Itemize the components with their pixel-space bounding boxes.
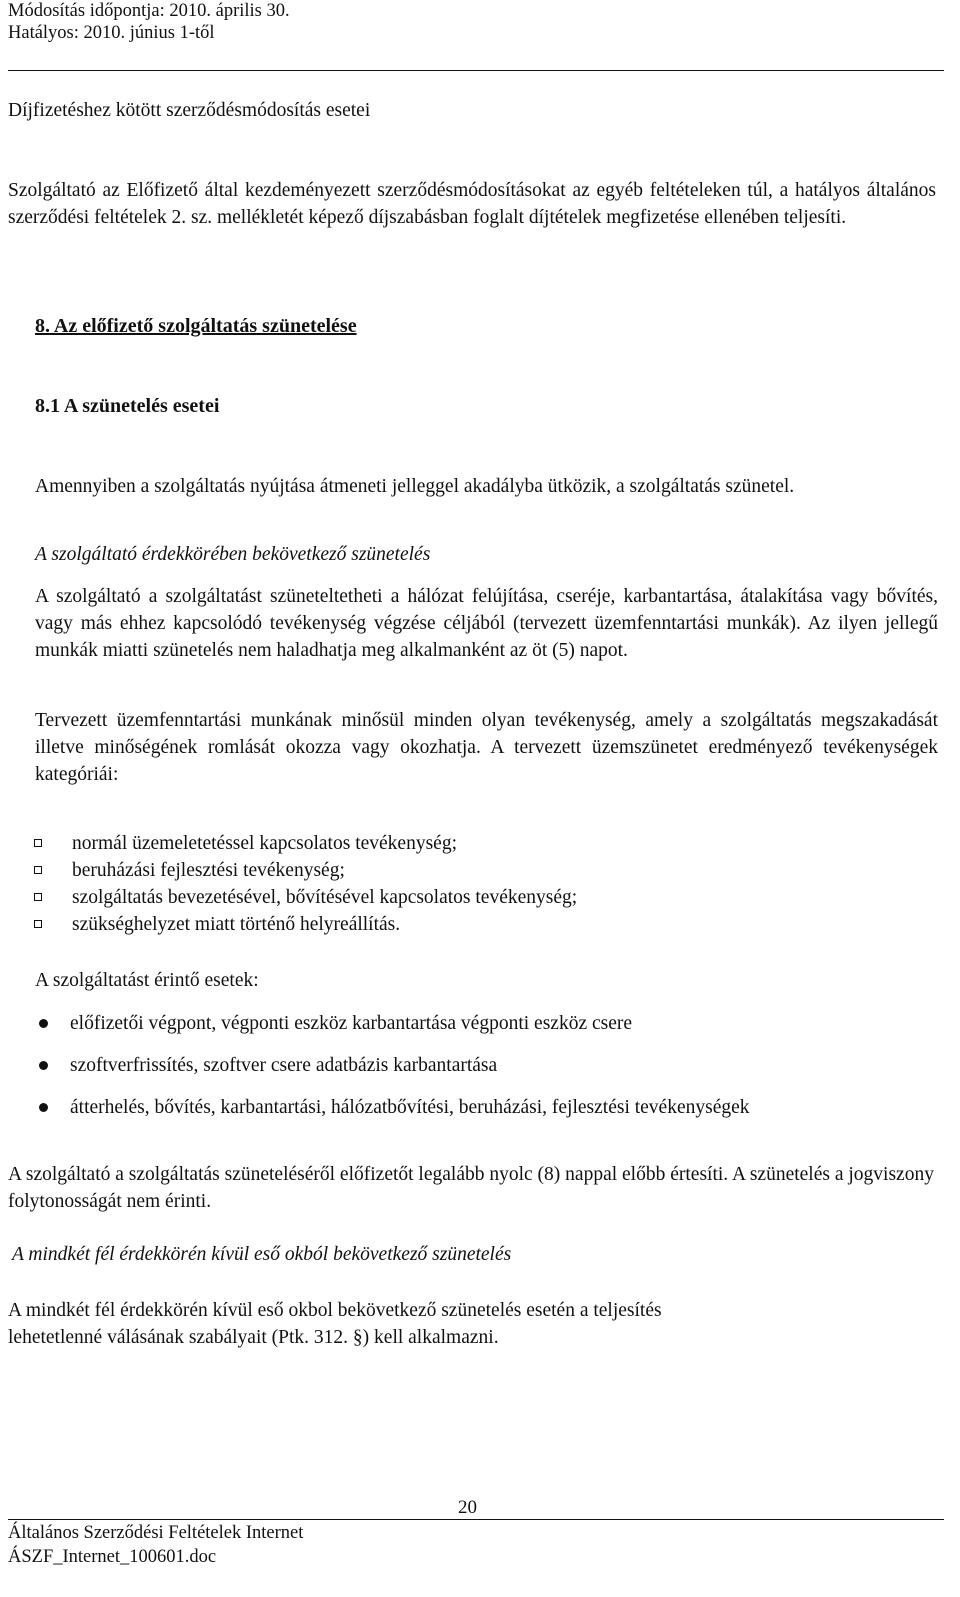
checkbox-bullet-icon <box>34 920 42 928</box>
list-item: szoftverfrissítés, szoftver csere adatbázis karbantartása <box>8 1052 938 1079</box>
list-item: szükséghelyzet miatt történő helyreállítás. <box>0 911 930 938</box>
notice-paragraph: A szolgáltató a szolgáltatás szüneteléséről előfizetőt legalább nyolc (8) nappal előbb értesíti. A szünetelés a jogviszony folytonosságát nem érinti. <box>8 1164 934 1212</box>
page-number: 20 <box>458 1497 477 1518</box>
list-item: beruházási fejlesztési tevékenység; <box>0 857 930 884</box>
checkbox-bullet-icon <box>34 893 42 901</box>
header-rule <box>8 70 944 71</box>
provider-paragraph-1: A szolgáltató a szolgáltatást szüneteltetheti a hálózat felújítása, cseréje, karbantartása, átalakítása vagy bővítés, vagy más ehhez kapcsolódó tevékenység végzése céljából (tervezett üzemfenntartási munkák). Az ilyen jellegű munkák miatti szünetelés nem haladhatja meg alkalmanként az öt (5) napot. <box>35 586 938 661</box>
category-list <box>0 830 930 938</box>
external-paragraph: A mindkét fél érdekkörén kívül eső okbol bekövetkező szünetelés esetén a teljesítés lehetetlenné válásának szabályait (Ptk. 312. §) kell alkalmazni. <box>8 1300 662 1348</box>
fee-section-title: Díjfizetéshez kötött szerződésmódosítás esetei <box>8 100 371 121</box>
fee-section-paragraph: Szolgáltató az Előfizető által kezdeményezett szerződésmódosításokat az egyéb feltételeken túl, a hatályos általános szerződési feltételek 2. sz. mellékletét képező díjszabásban foglalt díjtételek megfizetése ellenében teljesíti. <box>8 180 936 228</box>
provider-paragraph-2: Tervezett üzemfenntartási munkának minősül minden olyan tevékenység, amely a szolgáltatás megszakadását illetve minőségének romlását okozza vagy okozhatja. A tervezett üzemszünetet eredményező tevékenységek kategóriái: <box>35 710 938 785</box>
interruption-intro: Amennyiben a szolgáltatás nyújtása átmeneti jelleggel akadályba ütközik, a szolgáltatás szünetel. <box>35 476 795 497</box>
bullet-dot-icon <box>39 1019 48 1028</box>
provider-interruption-heading: A szolgáltató érdekkörében bekövetkező szünetelés <box>35 544 431 565</box>
section-8-1-heading: 8.1 A szünetelés esetei <box>35 395 220 417</box>
affected-cases-list <box>8 1010 938 1121</box>
external-interruption-heading: A mindkét fél érdekkörén kívül eső okból bekövetkező szünetelés <box>12 1244 512 1265</box>
list-item: normál üzemeletetéssel kapcsolatos tevékenység; <box>0 830 930 857</box>
footer-doc-title: Általános Szerződési Feltételek Internet <box>8 1523 304 1543</box>
bullet-dot-icon <box>39 1103 48 1112</box>
section-8-heading: 8. Az előfizető szolgáltatás szünetelése <box>35 315 357 337</box>
footer-rule <box>8 1519 944 1520</box>
list-item: előfizetői végpont, végponti eszköz karbantartása végponti eszköz csere <box>8 1010 938 1037</box>
footer-file-name: ÁSZF_Internet_100601.doc <box>8 1547 217 1567</box>
modified-date: Módosítás időpontja: 2010. április 30. <box>8 1 290 21</box>
checkbox-bullet-icon <box>34 866 42 874</box>
list-item: szolgáltatás bevezetésével, bővítésével kapcsolatos tevékenység; <box>0 884 930 911</box>
checkbox-bullet-icon <box>34 839 42 847</box>
effective-date: Hatályos: 2010. június 1-től <box>8 23 215 43</box>
affected-cases-label: A szolgáltatást érintő esetek: <box>35 970 259 991</box>
bullet-dot-icon <box>39 1061 48 1070</box>
list-item: átterhelés, bővítés, karbantartási, hálózatbővítési, beruházási, fejlesztési tevékenységek <box>8 1094 938 1121</box>
